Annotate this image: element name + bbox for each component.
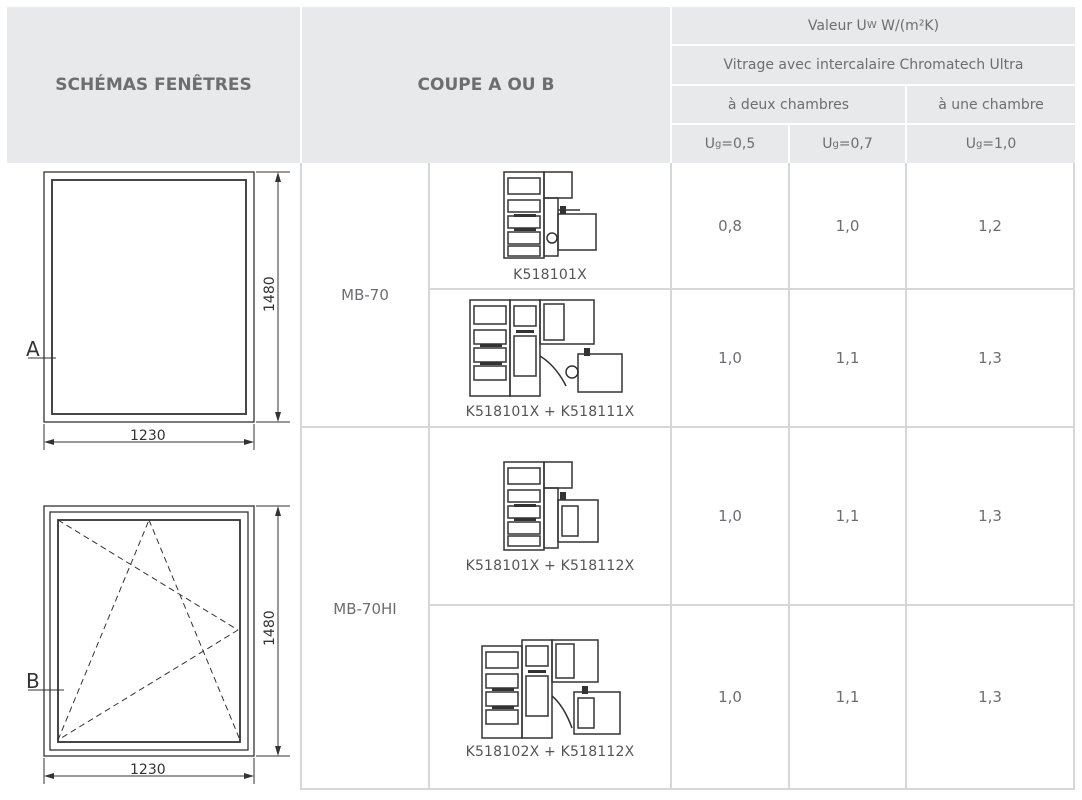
uw-value: 0,8: [718, 216, 742, 235]
profile-code-row3: K518101X + K518112X: [465, 558, 635, 574]
profile-section-drawing: [500, 170, 600, 262]
header-deux-chambres: à deux chambres: [727, 96, 850, 113]
section-label-b: B: [26, 669, 40, 693]
header-ug-0: U g =0,5: [704, 136, 756, 152]
uw-value: 1,3: [978, 688, 1002, 706]
header-ug-2: U g =1,0: [965, 136, 1017, 152]
grid-line: [1073, 163, 1075, 790]
uw-value: 1,3: [978, 507, 1002, 525]
header-une-chambre: à une chambre: [938, 96, 1044, 113]
header-ug-1: U g =0,7: [822, 136, 873, 152]
valeur-suffix: W/(m²K): [876, 17, 940, 34]
header-vitrage: Vitrage avec intercalaire Chromatech Ultra: [723, 57, 1024, 73]
window-schema-a: [20, 166, 300, 450]
profile-code-row4: K518102X + K518112X: [465, 744, 635, 760]
grid-line: [300, 163, 302, 790]
uw-value: 1,1: [835, 688, 860, 706]
grid-line: [300, 788, 1075, 790]
height-label-a: 1480: [262, 276, 278, 312]
profile-section-drawing: [478, 636, 628, 740]
header-schemas: SCHÉMAS FENÊTRES: [55, 75, 252, 95]
uw-value: 1,2: [978, 216, 1002, 235]
profile-section-drawing: [500, 460, 604, 554]
valeur-prefix: Valeur U: [807, 17, 867, 34]
profile-code-row2: K518101X + K518111X: [465, 404, 635, 420]
uw-value: 1,0: [718, 507, 742, 525]
width-label-b: 1230: [130, 762, 166, 778]
uw-value: 1,0: [835, 216, 860, 235]
header-valeur-uw: [672, 7, 1075, 44]
window-schema-b: [20, 500, 300, 784]
profile-code-row1: K518101X: [513, 267, 587, 283]
valeur-sub: W: [866, 20, 877, 31]
uw-value: 1,0: [718, 688, 742, 706]
height-label-b: 1480: [262, 610, 278, 646]
system-name-mb70: MB-70: [341, 286, 389, 304]
width-label-a: 1230: [130, 428, 166, 444]
section-label-a: A: [26, 337, 40, 361]
grid-line: [428, 163, 430, 790]
uw-value: 1,1: [835, 349, 860, 367]
uw-value: 1,1: [835, 507, 860, 525]
uw-value: 1,3: [978, 349, 1002, 367]
profile-section-drawing: [466, 296, 626, 400]
header-coupe: COUPE A OU B: [417, 75, 555, 95]
uw-value: 1,0: [718, 349, 742, 367]
system-name-mb70hi: MB-70HI: [333, 600, 397, 618]
